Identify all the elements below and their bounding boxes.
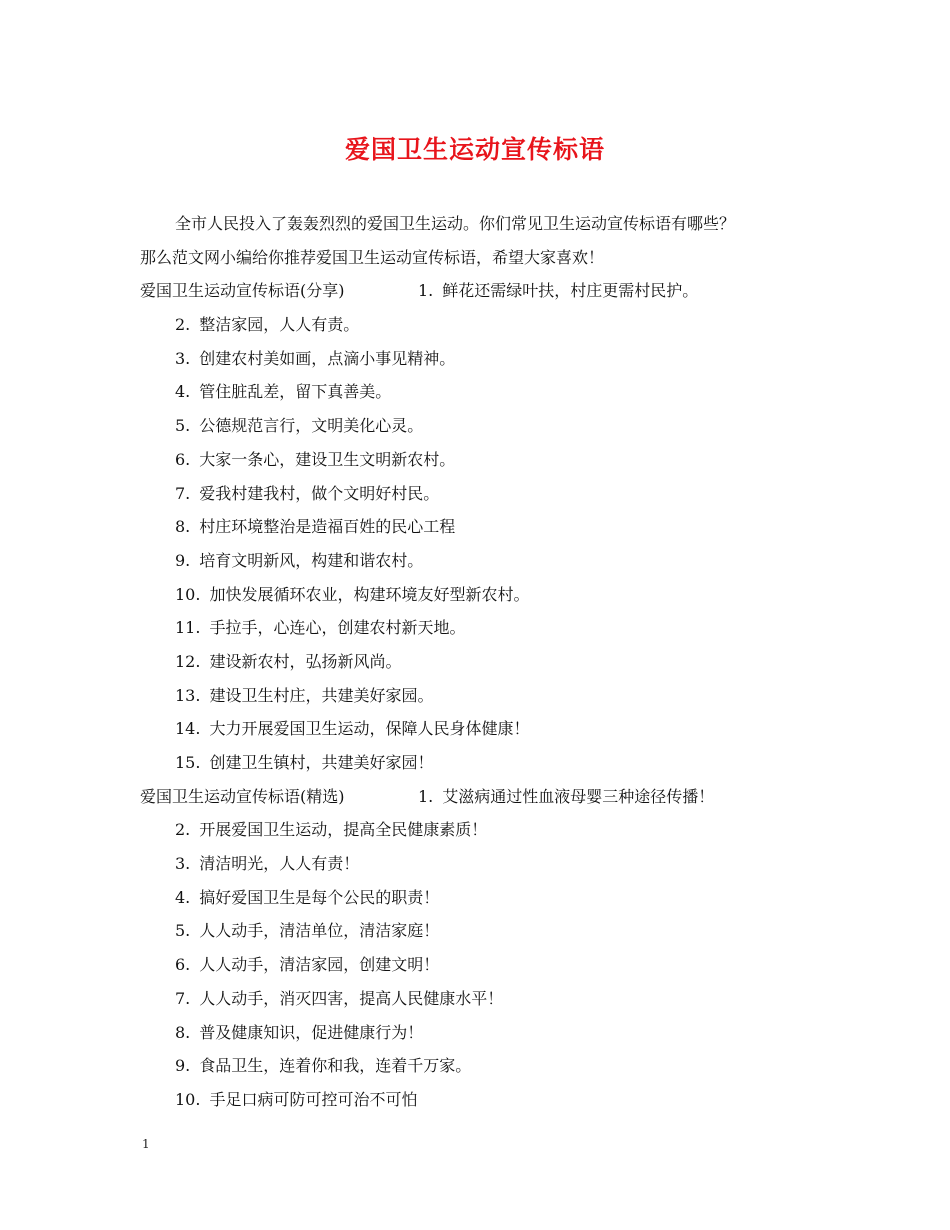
list-item-text: 加快发展循环农业，构建环境友好型新农村。 bbox=[209, 584, 530, 604]
document-body bbox=[140, 207, 840, 1117]
list-item bbox=[140, 948, 840, 982]
list-item bbox=[140, 746, 840, 780]
list-item bbox=[140, 1049, 840, 1083]
list-item-text: 手足口病可防可控可治不可怕 bbox=[209, 1089, 418, 1109]
list-item bbox=[140, 1016, 840, 1050]
list-item bbox=[140, 578, 840, 612]
list-item-number: 7. bbox=[175, 483, 191, 503]
list-item-number: 7. bbox=[175, 988, 191, 1008]
list-item-number: 15. bbox=[175, 753, 201, 772]
section-heading-line bbox=[140, 274, 840, 308]
list-item bbox=[140, 477, 840, 511]
list-item bbox=[140, 813, 840, 847]
list-item-text: 培育文明新风，构建和谐农村。 bbox=[199, 550, 424, 570]
list-item-number: 10. bbox=[175, 584, 201, 604]
list-item-number: 12. bbox=[175, 651, 201, 671]
intro-paragraph-line-1: 全市人民投入了轰轰烈烈的爱国卫生运动。你们常见卫生运动宣传标语有哪些？ bbox=[175, 214, 736, 233]
list-item-text: 创建卫生镇村，共建美好家园！ bbox=[209, 753, 434, 772]
list-item-number: 8. bbox=[175, 517, 191, 537]
list-item-text: 村庄环境整治是造福百姓的民心工程 bbox=[199, 517, 456, 537]
list-item-number: 1. bbox=[418, 281, 434, 301]
list-item-text: 人人动手，消灭四害，提高人民健康水平！ bbox=[199, 988, 504, 1008]
list-item bbox=[140, 712, 840, 746]
list-item bbox=[140, 308, 840, 342]
list-item bbox=[140, 544, 840, 578]
list-item-text: 整洁家园，人人有责。 bbox=[199, 315, 360, 335]
list-item bbox=[140, 611, 840, 645]
list-item-text: 食品卫生，连着你和我，连着千万家。 bbox=[199, 1056, 472, 1076]
page-title: 爱国卫生运动宣传标语 bbox=[344, 135, 605, 164]
list-item-text: 鲜花还需绿叶扶，村庄更需村民护。 bbox=[442, 281, 699, 301]
list-item-number: 8. bbox=[175, 1022, 191, 1042]
section-label: 爱国卫生运动宣传标语(分享) bbox=[140, 281, 345, 301]
list-item-number: 9. bbox=[175, 1056, 191, 1076]
list-item-text: 创建农村美如画，点滴小事见精神。 bbox=[199, 348, 456, 368]
list-item-number: 3. bbox=[175, 348, 191, 368]
list-item-number: 6. bbox=[175, 955, 191, 975]
list-item bbox=[140, 409, 840, 443]
intro-paragraph-line-2: 那么范文网小编给你推荐爱国卫生运动宣传标语，希望大家喜欢！ bbox=[140, 247, 605, 267]
list-item-text: 普及健康知识，促进健康行为！ bbox=[199, 1022, 424, 1042]
list-item-text: 爱我村建我村，做个文明好村民。 bbox=[199, 483, 440, 503]
list-item-text: 手拉手，心连心，创建农村新天地。 bbox=[209, 618, 466, 638]
list-item bbox=[140, 375, 840, 409]
list-item-text: 开展爱国卫生运动，提高全民健康素质！ bbox=[199, 820, 488, 840]
list-item-text: 大力开展爱国卫生运动，保障人民身体健康！ bbox=[209, 719, 530, 739]
list-item-text: 艾滋病通过性血液母婴三种途径传播！ bbox=[442, 786, 715, 806]
list-item-number: 5. bbox=[175, 416, 191, 436]
list-item bbox=[140, 679, 840, 713]
list-item-text: 大家一条心，建设卫生文明新农村。 bbox=[199, 449, 456, 469]
list-item bbox=[140, 342, 840, 376]
list-item-number: 4. bbox=[175, 887, 191, 907]
list-item-number: 10. bbox=[175, 1089, 201, 1109]
list-item bbox=[140, 645, 840, 679]
list-item bbox=[140, 881, 840, 915]
list-item-number: 2. bbox=[175, 820, 191, 840]
list-item-number: 13. bbox=[175, 685, 201, 705]
list-item-text: 清洁明光，人人有责！ bbox=[199, 854, 360, 874]
list-item bbox=[140, 1083, 840, 1117]
list-item-number: 11. bbox=[175, 618, 201, 638]
list-item-text: 人人动手，清洁单位，清洁家庭！ bbox=[199, 921, 440, 941]
list-item-text: 人人动手，清洁家园，创建文明！ bbox=[199, 955, 440, 975]
list-item-number: 2. bbox=[175, 315, 191, 335]
list-item-number: 4. bbox=[175, 382, 191, 402]
list-item bbox=[140, 510, 840, 544]
list-item bbox=[140, 914, 840, 948]
section-heading-line bbox=[140, 780, 840, 814]
list-item-number: 3. bbox=[175, 854, 191, 874]
list-item-number: 5. bbox=[175, 921, 191, 941]
list-item-number: 1. bbox=[418, 786, 434, 806]
list-item bbox=[140, 847, 840, 881]
section-label: 爱国卫生运动宣传标语(精选) bbox=[140, 786, 345, 806]
list-item-number: 6. bbox=[175, 449, 191, 469]
list-item-number: 9. bbox=[175, 550, 191, 570]
list-item-number: 14. bbox=[175, 719, 201, 739]
page-number: 1 bbox=[142, 1137, 150, 1151]
list-item bbox=[140, 982, 840, 1016]
list-item-text: 公德规范言行，文明美化心灵。 bbox=[199, 416, 424, 436]
list-item-text: 建设卫生村庄，共建美好家园。 bbox=[209, 685, 434, 705]
list-item-text: 建设新农村，弘扬新风尚。 bbox=[209, 651, 402, 671]
list-item-text: 搞好爱国卫生是每个公民的职责！ bbox=[199, 887, 440, 907]
list-item bbox=[140, 443, 840, 477]
list-item-text: 管住脏乱差，留下真善美。 bbox=[199, 382, 392, 402]
